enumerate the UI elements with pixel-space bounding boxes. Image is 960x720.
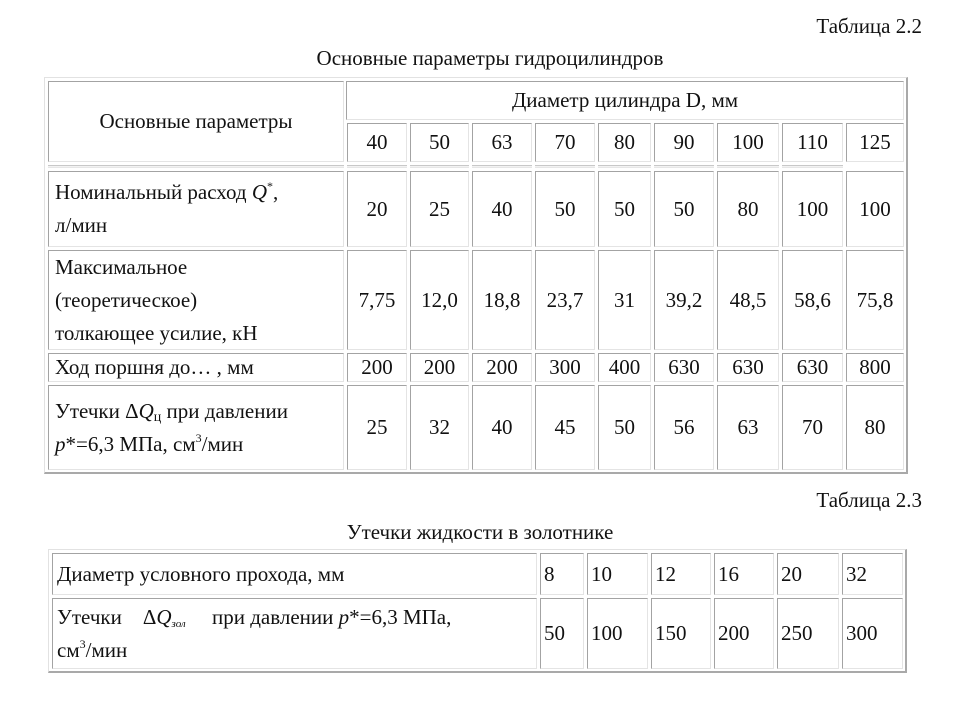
row-max-force-value: 12,0	[410, 250, 469, 350]
row-stroke-value: 200	[347, 353, 407, 382]
row-max-force-value: 7,75	[347, 250, 407, 350]
header-body-separator	[535, 165, 595, 168]
row-max-force-value: 75,8	[846, 250, 904, 350]
row-leakage-value: 32	[410, 385, 469, 470]
row-leakage-value: 70	[782, 385, 843, 470]
row-spool-leakage-value: 100	[587, 598, 648, 669]
row-nominal-flow-value: 50	[535, 171, 595, 247]
row-leakage-label	[48, 385, 344, 470]
table-2-2-caption-number: Таблица 2.2	[816, 14, 922, 38]
label-line: толкающее усилие, кН	[55, 320, 258, 345]
symbol-q: Q	[138, 398, 154, 423]
unit-sup: 3	[195, 430, 202, 445]
header-body-separator	[410, 165, 469, 168]
row-nominal-diameter-value: 16	[714, 553, 774, 595]
header-body-separator	[347, 165, 407, 168]
symbol-sub: зол	[171, 617, 186, 630]
symbol-sub: ц	[153, 409, 162, 425]
symbol-p: p	[338, 604, 350, 629]
row-nominal-diameter-value: 8	[540, 553, 584, 595]
row-leakage-value: 80	[846, 385, 904, 470]
row-spool-leakage-value: 250	[777, 598, 839, 669]
row-max-force-value: 18,8	[472, 250, 532, 350]
header-diameter-63	[472, 123, 532, 162]
row-stroke-label	[48, 353, 344, 382]
row-spool-leakage-value: 50	[540, 598, 584, 669]
row-leakage-value: 40	[472, 385, 532, 470]
label-mid: при давлении	[206, 604, 339, 629]
label-unit: л/мин	[55, 213, 108, 237]
row-leakage-value: 56	[654, 385, 714, 470]
diameter-value: 110	[797, 130, 828, 154]
symbol-q: Q	[156, 604, 172, 629]
label-line: (теоретическое)	[55, 287, 198, 312]
unit-sup: 3	[79, 636, 86, 651]
row-nominal-flow-value: 50	[598, 171, 651, 247]
header-body-separator	[654, 165, 714, 168]
delta-symbol: Δ	[142, 604, 157, 629]
row-nominal-diameter-value: 10	[587, 553, 648, 595]
row-spool-leakage-value: 300	[842, 598, 903, 669]
label-pressure: *=6,3 МПа, см	[65, 431, 196, 456]
row-stroke-value: 200	[472, 353, 532, 382]
row-spool-leakage-value: 200	[714, 598, 774, 669]
header-params-label: Основные параметры	[99, 109, 293, 133]
header-body-separator	[717, 165, 779, 168]
row-max-force-value: 23,7	[535, 250, 595, 350]
row-max-force-value: 39,2	[654, 250, 714, 350]
diameter-value: 70	[554, 130, 576, 154]
row-stroke-value: 200	[410, 353, 469, 382]
row-stroke-value: 630	[782, 353, 843, 382]
row-nominal-flow-label	[48, 171, 344, 247]
diameter-value: 50	[429, 130, 450, 154]
header-diameter-label: Диаметр цилиндра D, мм	[511, 88, 739, 112]
label-unit-end: /мин	[85, 637, 128, 662]
row-nominal-flow-value: 80	[717, 171, 779, 247]
row-max-force-label	[48, 250, 344, 350]
symbol-q: Q	[251, 180, 267, 204]
row-leakage-value: 45	[535, 385, 595, 470]
label-text: Утечки	[55, 398, 126, 423]
row-leakage-value: 50	[598, 385, 651, 470]
row-max-force-value: 58,6	[782, 250, 843, 350]
row-stroke-value: 400	[598, 353, 651, 382]
row-stroke-value: 630	[717, 353, 779, 382]
symbol-sup: *	[267, 179, 273, 193]
row-max-force-value: 48,5	[717, 250, 779, 350]
row-max-force-value: 31	[598, 250, 651, 350]
diameter-value: 125	[859, 130, 891, 154]
row-nominal-diameter-label	[52, 553, 537, 595]
row-leakage-value: 25	[347, 385, 407, 470]
row-nominal-diameter-value: 20	[777, 553, 839, 595]
header-diameter-80	[598, 123, 651, 162]
header-body-separator	[782, 165, 843, 168]
header-diameter-50	[410, 123, 469, 162]
header-diameter-70	[535, 123, 595, 162]
header-body-separator	[472, 165, 532, 168]
table-2-3-title: Утечки жидкости в золотнике	[346, 520, 614, 544]
row-stroke-value: 800	[846, 353, 904, 382]
header-diameter-cell	[346, 81, 904, 120]
header-diameter-40	[347, 123, 407, 162]
header-body-separator	[598, 165, 651, 168]
header-diameter-110	[782, 123, 843, 162]
label-text: Диаметр условного прохода, мм	[57, 561, 345, 586]
table-2-2-title: Основные параметры гидроцилиндров	[316, 46, 664, 70]
diameter-value: 63	[491, 130, 513, 154]
row-nominal-flow-value: 100	[782, 171, 843, 247]
header-body-separator	[48, 165, 344, 168]
label-text: Номинальный расход	[55, 180, 252, 204]
label-tail: ,	[273, 180, 279, 204]
symbol-p: p	[55, 431, 66, 456]
row-spool-leakage-value: 150	[651, 598, 711, 669]
label-pressure: *=6,3 МПа,	[349, 604, 452, 629]
diameter-value: 80	[614, 130, 635, 154]
row-stroke-value: 630	[654, 353, 714, 382]
row-spool-leakage-label	[52, 598, 537, 669]
header-diameter-90	[654, 123, 714, 162]
row-nominal-flow-value: 100	[846, 171, 904, 247]
label-line: Максимальное	[55, 254, 188, 279]
label-text: Ход поршня до… , мм	[55, 355, 254, 379]
delta-symbol: Δ	[125, 398, 139, 423]
header-diameter-100	[717, 123, 779, 162]
row-nominal-flow-value: 20	[347, 171, 407, 247]
label-text: Утечки	[57, 604, 128, 629]
header-diameter-125	[846, 123, 904, 162]
label-unit: см	[57, 637, 80, 662]
row-nominal-flow-value: 40	[472, 171, 532, 247]
table-2-3-caption-number: Таблица 2.3	[816, 488, 922, 512]
diameter-value: 90	[673, 130, 695, 154]
row-nominal-flow-value: 50	[654, 171, 714, 247]
row-nominal-diameter-value: 12	[651, 553, 711, 595]
label-unit-end: /мин	[201, 431, 244, 456]
row-leakage-value: 63	[717, 385, 779, 470]
diameter-value: 100	[732, 130, 764, 154]
row-stroke-value: 300	[535, 353, 595, 382]
diameter-value: 40	[366, 130, 388, 154]
header-params-cell	[48, 81, 344, 162]
row-nominal-diameter-value: 32	[842, 553, 903, 595]
label-tail: при давлении	[161, 398, 288, 423]
row-nominal-flow-value: 25	[410, 171, 469, 247]
